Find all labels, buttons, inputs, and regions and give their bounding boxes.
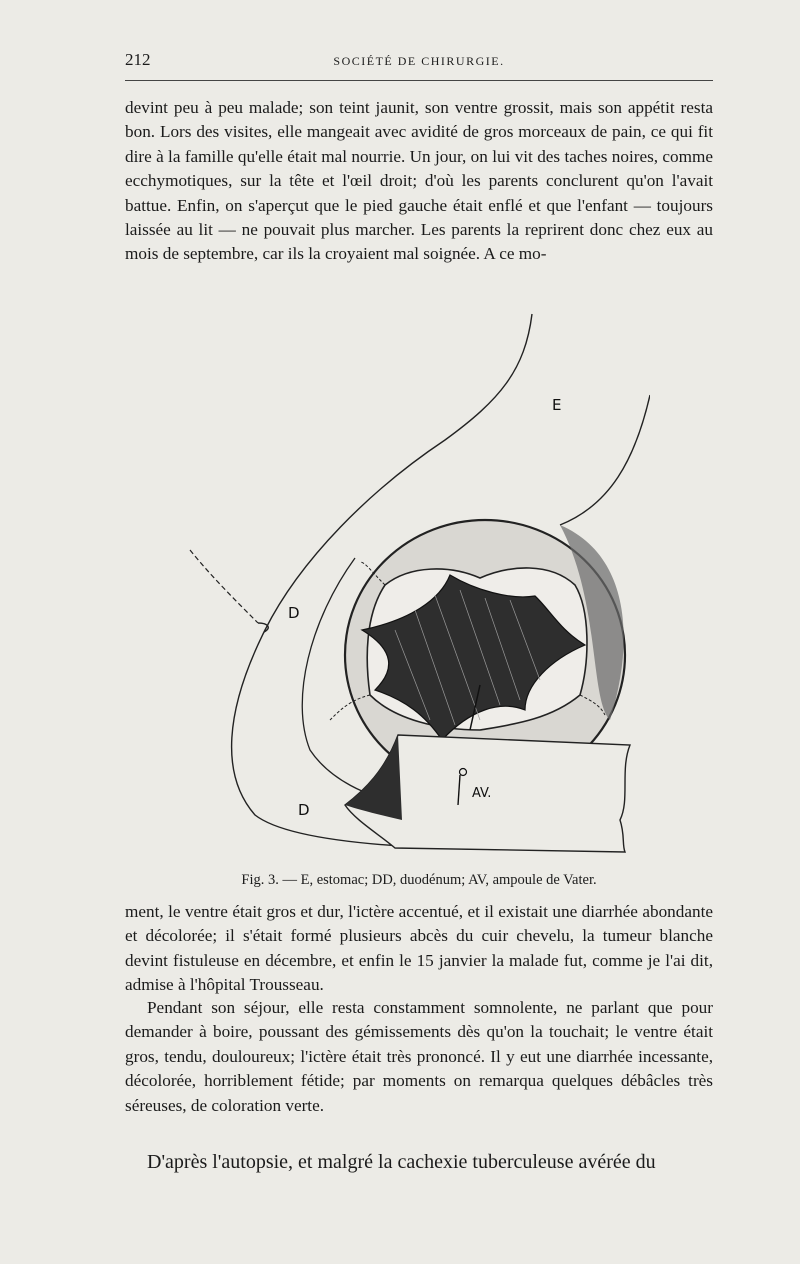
anatomical-figure: [180, 300, 650, 860]
running-head: SOCIÉTÉ DE CHIRURGIE.: [333, 54, 505, 68]
label-duodenum-lower: D: [298, 801, 310, 819]
chain-left: [190, 550, 258, 623]
page-header: [125, 50, 713, 74]
figure-caption: Fig. 3. — E, estomac; DD, duodénum; AV, ampoule de Vater.: [241, 872, 597, 888]
paragraph-4: D'après l'autopsie, et malgré la cachexie tuberculeuse avérée du: [147, 1151, 656, 1173]
paragraph-3: Pendant son séjour, elle resta constamment somnolente, ne parlant que pour demander à boire, poussant des gémissements dès qu'on la touchait; le ventre était gros, tendu, douloureux; l'ictère était très prononcé. Il y eut une diarrhée incessante, décolorée, horriblement fétide; par moments on remarqua quelques débâcles très séreuses, de coloration verte.: [125, 998, 713, 1115]
label-stomach: E: [552, 396, 562, 414]
header-rule: [125, 80, 713, 81]
label-duodenum-upper: D: [288, 604, 300, 622]
paragraph-2: ment, le ventre était gros et dur, l'ictère accentué, et il existait une diarrhée abondante et décolorée; il s'était formé plusieurs abcès du cuir chevelu, la tumeur blanche devint fistuleuse en décembre, et enfin le 15 janvier la malade fut, comme je l'ai dit, admise à l'hôpital Trousseau.: [125, 902, 713, 995]
page-number: 212: [125, 50, 151, 69]
stomach-outline-right: [560, 395, 650, 525]
paragraph-1: devint peu à peu malade; son teint jaunit, son ventre grossit, mais son appétit resta bon. Lors des visites, elle mangeait avec avidité de gros morceaux de pain, ce qui fit dire à la famille qu'elle était mal nourrie. Un jour, on lui vit des taches noires, comme ecchymotiques, sur la tête et l'œil droit; d'où les parents conclurent qu'on l'avait battue. Enfin, on s'aperçut que le pied gauche était enflé et que l'enfant — toujours laissée au lit — ne pouvait plus marcher. Les parents la reprirent donc chez eux au mois de septembre, car ils la croyaient mal soignée. A ce mo-: [125, 98, 713, 264]
label-ampulla: AV.: [472, 786, 492, 801]
figure-drawing: [180, 300, 650, 860]
